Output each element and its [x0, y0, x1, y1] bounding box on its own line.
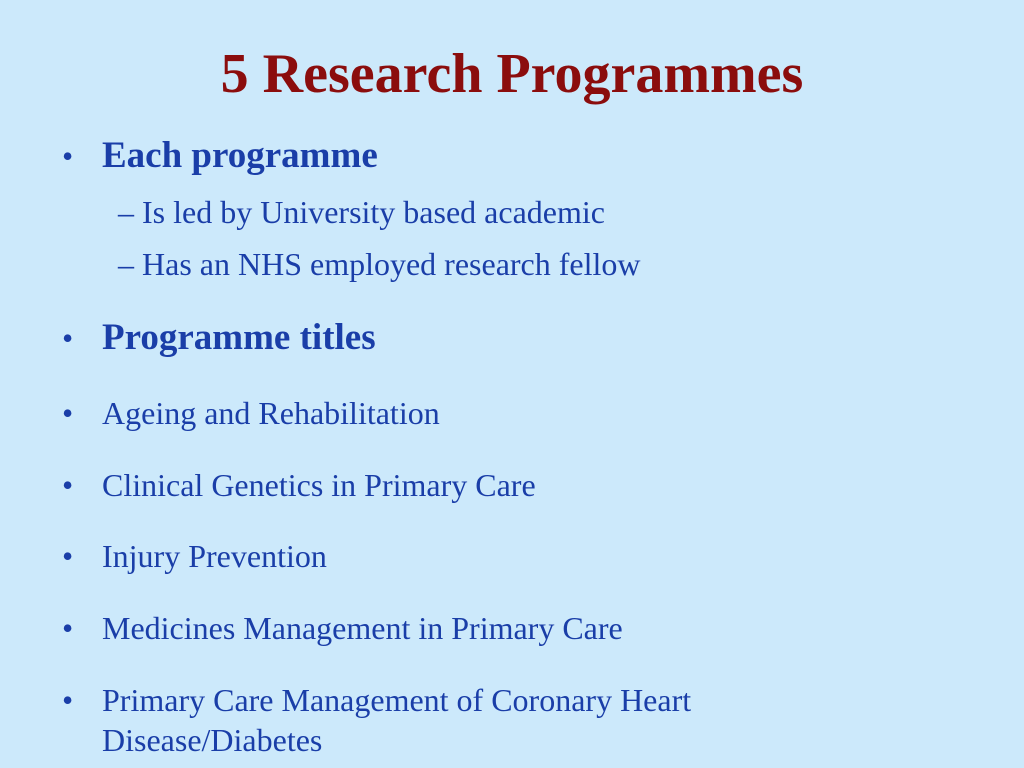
- programme-text: Ageing and Rehabilitation: [102, 395, 440, 431]
- bullet-each-programme: [62, 136, 962, 180]
- bullet-dot: •: [62, 610, 74, 646]
- bullet-dot: •: [62, 467, 74, 503]
- bullet-text: Programme titles: [102, 317, 376, 358]
- slide-title: 5 Research Programmes: [220, 43, 804, 105]
- dash: –: [118, 246, 134, 282]
- programme-text: Medicines Management in Primary Care: [102, 610, 623, 646]
- bullet-dot: •: [62, 138, 74, 174]
- dash: –: [118, 194, 134, 230]
- bullet-dot: •: [62, 320, 74, 356]
- bullet-dot: •: [62, 395, 74, 431]
- bullet-programme-titles: [62, 318, 962, 362]
- bullet-text: Each programme: [102, 135, 378, 176]
- bullet-dot: •: [62, 538, 74, 574]
- subitem-research-fellow: [118, 244, 641, 284]
- programme-text: Clinical Genetics in Primary Care: [102, 467, 536, 503]
- subitem-led-by: [118, 192, 605, 232]
- programme-text: Primary Care Management of Coronary Heart Disease/Diabetes: [102, 682, 692, 758]
- subitem-text: Is led by University based academic: [142, 194, 605, 230]
- bullet-dot: •: [62, 682, 74, 718]
- programme-text: Injury Prevention: [102, 538, 327, 574]
- subitem-text: Has an NHS employed research fellow: [142, 246, 641, 282]
